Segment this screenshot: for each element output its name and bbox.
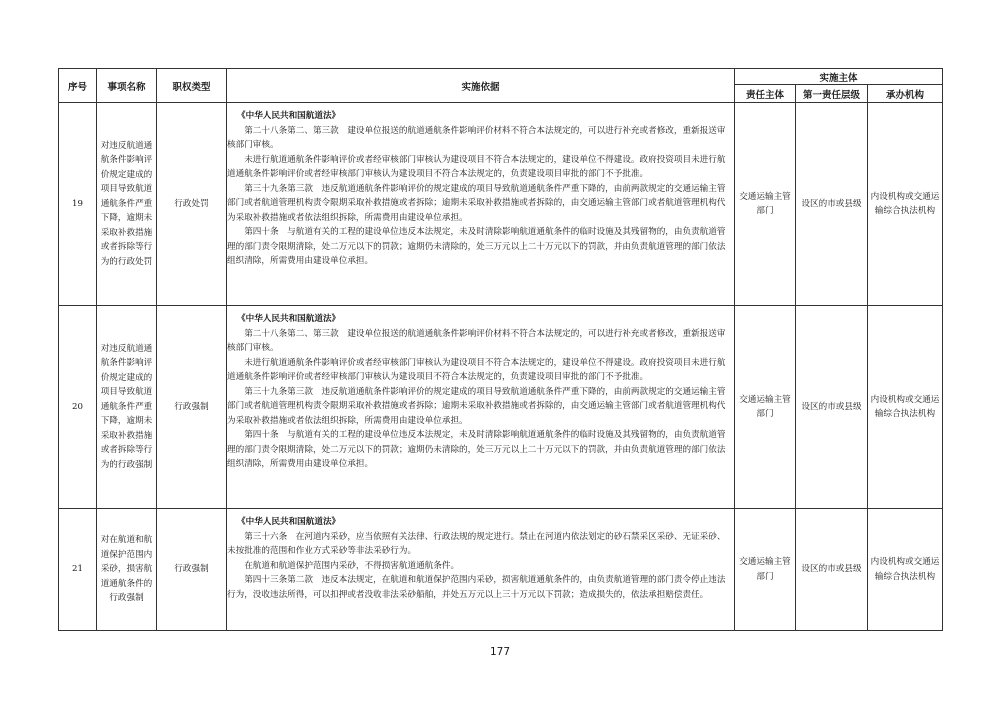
table-row [59,103,943,306]
header-basis: 实施依据 [227,69,735,103]
header-item-name: 事项名称 [97,69,157,103]
basis-paragraph: 第二十八条第二、第三款 建设单位报送的航道通航条件影响评价材料不符合本法规定的，可以进行补充或者修改，重新报送审核部门审核。 [227,125,726,150]
row-basis [227,306,735,509]
table-row [59,306,943,509]
row-item-name: 对违反航道通航条件影响评价规定建成的项目导致航道通航条件严重下降，逾期未采取补救措施或者拆除等行为的行政处罚 [97,103,157,306]
row-seq: 19 [59,103,97,306]
basis-paragraph: 第三十九条第三款 违反航道通航条件影响评价的规定建成的项目导致航道通航条件严重下降的，由前两款规定的交通运输主管部门或者航道管理机构责令限期采取补救措施或者拆除；逾期未采取补救措施或者拆除的，由交通运输主管部门或者航道管理机构代为采取补救措施或者依法组织拆除，所需费用由建设单位承担。 [227,183,726,223]
header-responsible: 责任主体 [735,85,796,103]
row-power-type: 行政处罚 [157,103,227,306]
header-power-type: 职权类型 [157,69,227,103]
row-responsible: 交通运输主管部门 [735,103,796,306]
enforcement-items-table [58,68,943,631]
basis-paragraph: 在航道和航道保护范围内采砂，不得损害航道通航条件。 [244,560,460,571]
basis-paragraph: 第四十三条第二款 违反本法规定，在航道和航道保护范围内采砂，损害航道通航条件的，由负责航道管理的部门责令停止违法行为，没收违法所得，可以扣押或者没收非法采砂船舶，并处五万元以上三十万元以下罚款；造成损失的，依法承担赔偿责任。 [227,575,726,600]
row-basis [227,509,735,631]
row-power-type: 行政强制 [157,509,227,631]
basis-paragraph: 第三十六条 在河道内采砂，应当依照有关法律、行政法规的规定进行。禁止在河道内依法划定的砂石禁采区采砂、无证采砂、未按批准的范围和作业方式采砂等非法采砂行为。 [227,531,726,556]
row-first-level: 设区的市或县级 [796,103,868,306]
table-row [59,509,943,631]
header-subject: 实施主体 [735,69,943,85]
row-responsible: 交通运输主管部门 [735,306,796,509]
row-agency: 内设机构或交通运输综合执法机构 [868,509,943,631]
page-number: 177 [489,646,511,658]
row-first-level: 设区的市或县级 [796,306,868,509]
basis-paragraph: 未进行航道通航条件影响评价或者经审核部门审核认为建设项目不符合本法规定的，建设单位不得建设。政府投资项目未进行航道通航条件影响评价或者经审核部门审核认为建设项目不符合本法规定的，负责建设项目审批的部门不予批准。 [227,357,726,382]
row-first-level: 设区的市或县级 [796,509,868,631]
row-agency: 内设机构或交通运输综合执法机构 [868,306,943,509]
basis-paragraph: 未进行航道通航条件影响评价或者经审核部门审核认为建设项目不符合本法规定的，建设单位不得建设。政府投资项目未进行航道通航条件影响评价或者经审核部门审核认为建设项目不符合本法规定的，负责建设项目审批的部门不予批准。 [227,154,726,179]
basis-paragraph: 第三十九条第三款 违反航道通航条件影响评价的规定建成的项目导致航道通航条件严重下降的，由前两款规定的交通运输主管部门或者航道管理机构责令限期采取补救措施或者拆除；逾期未采取补救措施或者拆除的，由交通运输主管部门或者航道管理机构代为采取补救措施或者依法组织拆除，所需费用由建设单位承担。 [227,386,726,426]
law-title: 《中华人民共和国航道法》 [237,111,341,121]
row-item-name: 对在航道和航道保护范围内采砂，损害航道通航条件的行政强制 [97,509,157,631]
row-basis [227,103,735,306]
law-title: 《中华人民共和国航道法》 [237,314,341,324]
basis-paragraph: 第四十条 与航道有关的工程的建设单位违反本法规定，未及时清除影响航道通航条件的临时设施及其残留物的，由负责航道管理的部门责令限期清除，处二万元以下的罚款；逾期仍未清除的，处三万元以上二十万元以下的罚款，并由负责航道管理的部门依法组织清除，所需费用由建设单位承担。 [227,227,726,266]
row-responsible: 交通运输主管部门 [735,509,796,631]
row-item-name: 对违反航道通航条件影响评价规定建成的项目导致航道通航条件严重下降，逾期未采取补救措施或者拆除等行为的行政强制 [97,306,157,509]
row-seq: 20 [59,306,97,509]
law-title: 《中华人民共和国航道法》 [237,517,341,527]
row-seq: 21 [59,509,97,631]
basis-paragraph: 第二十八条第二、第三款 建设单位报送的航道通航条件影响评价材料不符合本法规定的，可以进行补充或者修改，重新报送审核部门审核。 [227,328,726,353]
row-power-type: 行政强制 [157,306,227,509]
header-seq: 序号 [59,69,97,103]
header-first-level: 第一责任层级 [796,85,868,103]
basis-paragraph: 第四十条 与航道有关的工程的建设单位违反本法规定，未及时清除影响航道通航条件的临时设施及其残留物的，由负责航道管理的部门责令限期清除，处二万元以下的罚款；逾期仍未清除的，处三万元以上二十万元以下的罚款，并由负责航道管理的部门依法组织清除，所需费用由建设单位承担。 [227,430,726,469]
header-agency: 承办机构 [868,85,943,103]
row-agency: 内设机构或交通运输综合执法机构 [868,103,943,306]
